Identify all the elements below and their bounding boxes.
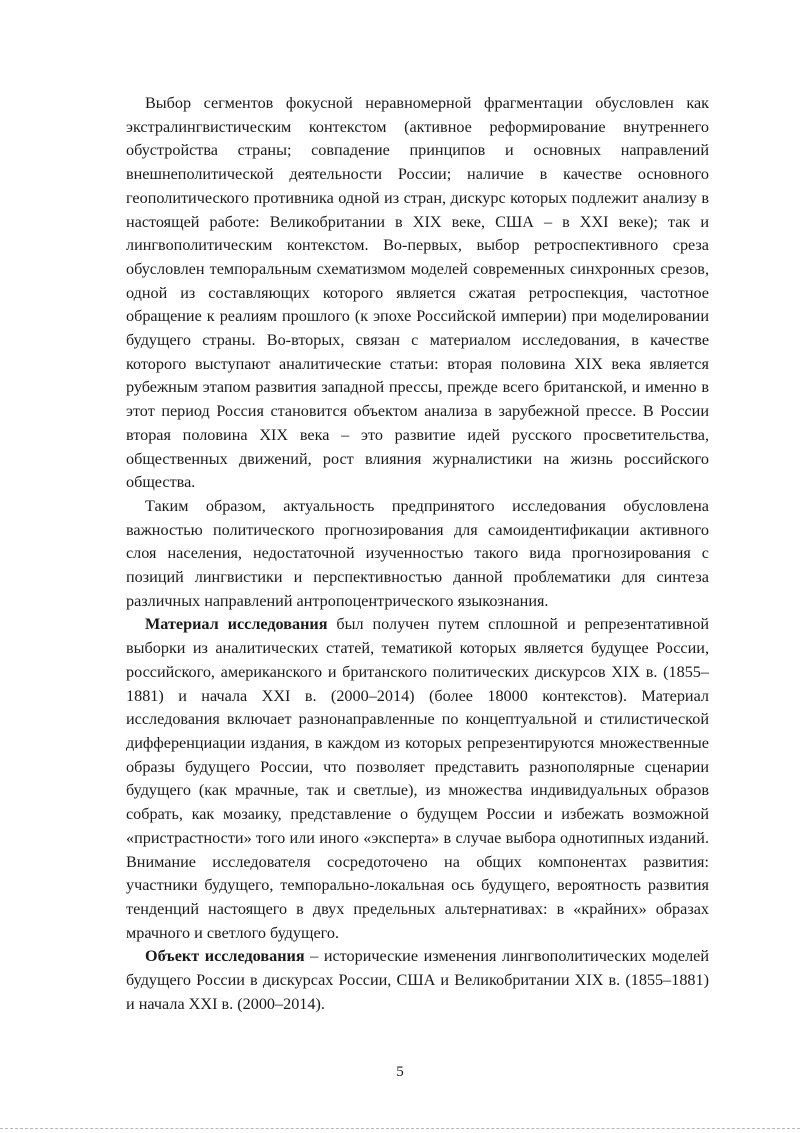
bottom-divider xyxy=(0,1128,800,1129)
paragraph-research-material xyxy=(126,613,709,945)
paragraph-research-object xyxy=(126,945,709,1016)
paragraph-lead-term: Материал исследования xyxy=(145,615,328,634)
paragraph-selection-rationale xyxy=(126,92,709,495)
paragraph-text: Выбор сегментов фокусной неравномерной фрагментации обусловлен как экстралингвистическим контекстом (активное реформирование внутреннего обустройства страны; совпадение принципов и основных направлений внешнеполитической деятельности России; наличие в качестве основного геополитического противника одной из стран, дискурс которых подлежит анализу в настоящей работе: Великобритании в XIX веке, США – в XXI веке); так и лингвополитическим контекстом. Во-первых, выбор ретроспективного среза обусловлен темпоральным схематизмом моделей современных синхронных срезов, одной из составляющих которого является сжатая ретроспекция, частотное обращение к реалиям прошлого (к эпохе Российской империи) при моделировании будущего страны. Во-вторых, связан с материалом исследования, в качестве которого выступают аналитические статьи: вторая половина XIX века является рубежным этапом развития западной прессы, прежде всего британской, и именно в этот период Россия становится объектом анализа в зарубежной прессе. В России вторая половина XIX века – это развитие идей русского просветительства, общественных движений, рост влияния журналистики на жизнь российского общества. xyxy=(126,94,709,492)
page-body xyxy=(126,92,709,1016)
paragraph-text: Таким образом, актуальность предпринятого исследования обусловлена важностью политического прогнозирования для самоидентификации активного слоя населения, недостаточной изученностью такого вида прогнозирования с позиций лингвистики и перспективностью данной проблематики для синтеза различных направлений антропоцентрического языкознания. xyxy=(126,496,709,610)
paragraph-lead-term: Объект исследования xyxy=(145,947,305,966)
page-number: 5 xyxy=(396,1064,404,1080)
paragraph-text: был получен путем сплошной и репрезентативной выборки из аналитических статей, тематикой которых является будущее России, российского, американского и британского политических дискурсов XIX в. (1855–1881) и начала XXI в. (2000–2014) (более 18000 контекстов). Материал исследования включает разнонаправленные по концептуальной и стилистической дифференциации издания, в каждом из которых репрезентируются множественные образы будущего России, что позволяет представить разнополярные сценарии будущего (как мрачные, так и светлые), из множества индивидуальных образов собрать, как мозаику, представление о будущем России и избежать возможной «пристрастности» того или иного «эксперта» в случае выбора однотипных изданий. Внимание исследователя сосредоточено на общих компонентах развития: участники будущего, темпорально-локальная ось будущего, вероятность развития тенденций настоящего в двух предельных альтернативах: в «крайних» образах мрачного и светлого будущего. xyxy=(126,615,709,942)
paragraph-relevance xyxy=(126,495,709,614)
paragraph-text: – исторические изменения лингвополитических моделей будущего России в дискурсах России, США и Великобритании XIX в. (1855–1881) и начала XXI в. (2000–2014). xyxy=(126,947,709,1013)
